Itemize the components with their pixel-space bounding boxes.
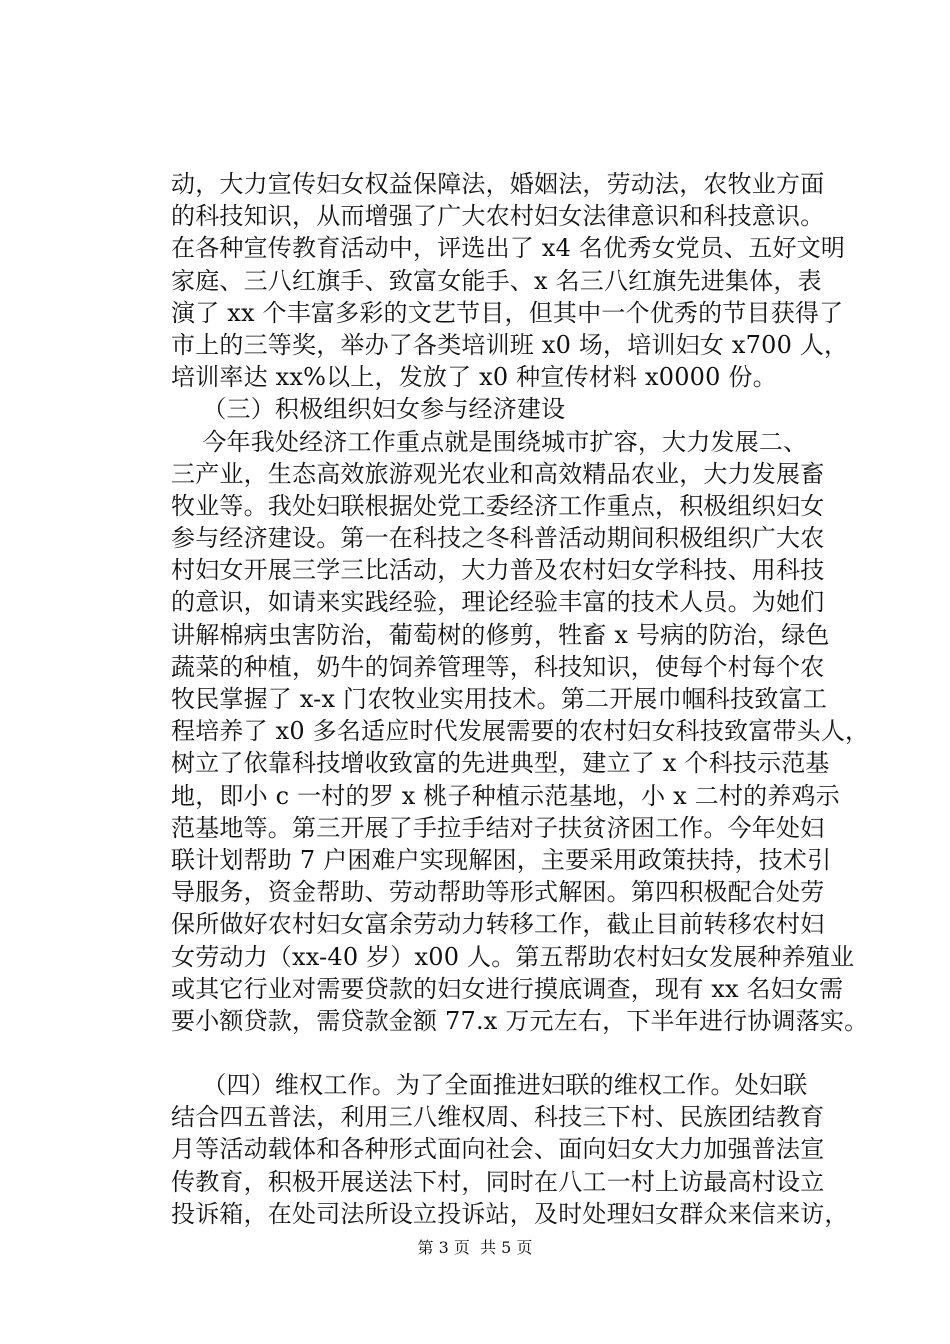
text-line: 联计划帮助 7 户困难户实现解困，主要采用政策扶持，技术引 bbox=[171, 845, 832, 874]
text-line: 范基地等。第三开展了手拉手结对子扶贫济困工作。今年处妇 bbox=[171, 813, 825, 842]
paragraph-block-2 bbox=[171, 1069, 863, 1230]
text-line: 或其它行业对需要贷款的妇女进行摸底调查，现有 xx 名妇女需 bbox=[171, 974, 844, 1003]
text-line: 保所做好农村妇女富余劳动力转移工作，截止目前转移农村妇 bbox=[171, 910, 825, 939]
document-body bbox=[171, 168, 870, 1230]
text-line: 的科技知识，从而增强了广大农村妇女法律意识和科技意识。 bbox=[171, 202, 825, 231]
text-line: 演了 xx 个丰富多彩的文艺节目，但其中一个优秀的节目获得了 bbox=[171, 298, 844, 327]
text-line: 牧业等。我处妇联根据处党工委经济工作重点，积极组织妇女 bbox=[171, 491, 825, 520]
section-heading: （三）积极组织妇女参与经济建设 bbox=[171, 395, 566, 424]
text-line: 今年我处经济工作重点就是围绕城市扩容，大力发展二、 bbox=[171, 427, 808, 456]
text-line: 村妇女开展三学三比活动，大力普及农村妇女学科技、用科技 bbox=[171, 556, 825, 585]
text-line: 树立了依靠科技增收致富的先进典型，建立了 x 个科技示范基 bbox=[171, 749, 830, 778]
text-line: 讲解棉病虫害防治，葡萄树的修剪，牲畜 x 号病的防治，绿色 bbox=[171, 620, 830, 649]
text-line: 动，大力宣传妇女权益保障法，婚姻法，劳动法，农牧业方面 bbox=[171, 170, 825, 198]
paragraph-gap bbox=[171, 1037, 863, 1069]
text-line: 投诉箱，在处司法所设立投诉站，及时处理妇女群众来信来访， bbox=[171, 1199, 849, 1228]
text-line: 三产业，生态高效旅游观光农业和高效精品农业，大力发展畜 bbox=[171, 459, 825, 488]
text-line: 在各种宣传教育活动中，评选出了 x4 名优秀女党员、五好文明 bbox=[171, 234, 846, 263]
text-line: 月等活动载体和各种形式面向社会、面向妇女大力加强普法宣 bbox=[171, 1135, 825, 1164]
text-line: 程培养了 x0 多名适应时代发展需要的农村妇女科技致富带头人， bbox=[171, 717, 870, 746]
text-line: 家庭、三八红旗手、致富女能手、x 名三八红旗先进集体，表 bbox=[171, 266, 822, 295]
text-line: 市上的三等奖，举办了各类培训班 x0 场，培训妇女 x700 人， bbox=[171, 330, 849, 359]
text-line: 要小额贷款，需贷款金额 77.x 万元左右，下半年进行协调落实。 bbox=[171, 1006, 869, 1035]
text-line: 的意识，如请来实践经验，理论经验丰富的技术人员。为她们 bbox=[171, 588, 825, 617]
text-line: 地，即小 c 一村的罗 x 桃子种植示范基地，小 x 二村的养鸡示 bbox=[171, 781, 840, 810]
section-heading-line: （四）维权工作。为了全面推进妇联的维权工作。处妇联 bbox=[171, 1071, 808, 1100]
text-line: 导服务，资金帮助、劳动帮助等形式解困。第四积极配合处劳 bbox=[171, 878, 825, 907]
text-line: 培训率达 xx%以上，发放了 x0 种宣传材料 x0000 份。 bbox=[171, 363, 777, 392]
text-line: 女劳动力（xx-40 岁）x00 人。第五帮助农村妇女发展种养殖业 bbox=[171, 942, 855, 971]
page-number-footer: 第 3 页 共 5 页 bbox=[417, 1238, 533, 1257]
text-line: 牧民掌握了 x-x 门农牧业实用技术。第二开展巾帼科技致富工 bbox=[171, 685, 828, 713]
text-line: 蔬菜的种植，奶牛的饲养管理等，科技知识，使每个村每个农 bbox=[171, 652, 825, 681]
text-line: 传教育，积极开展送法下村，同时在八工一村上访最高村设立 bbox=[171, 1167, 825, 1196]
text-line: 结合四五普法，利用三八维权周、科技三下村、民族团结教育 bbox=[171, 1103, 825, 1132]
text-line: 参与经济建设。第一在科技之冬科普活动期间积极组织广大农 bbox=[171, 524, 825, 553]
paragraph-block-1 bbox=[171, 168, 870, 1037]
